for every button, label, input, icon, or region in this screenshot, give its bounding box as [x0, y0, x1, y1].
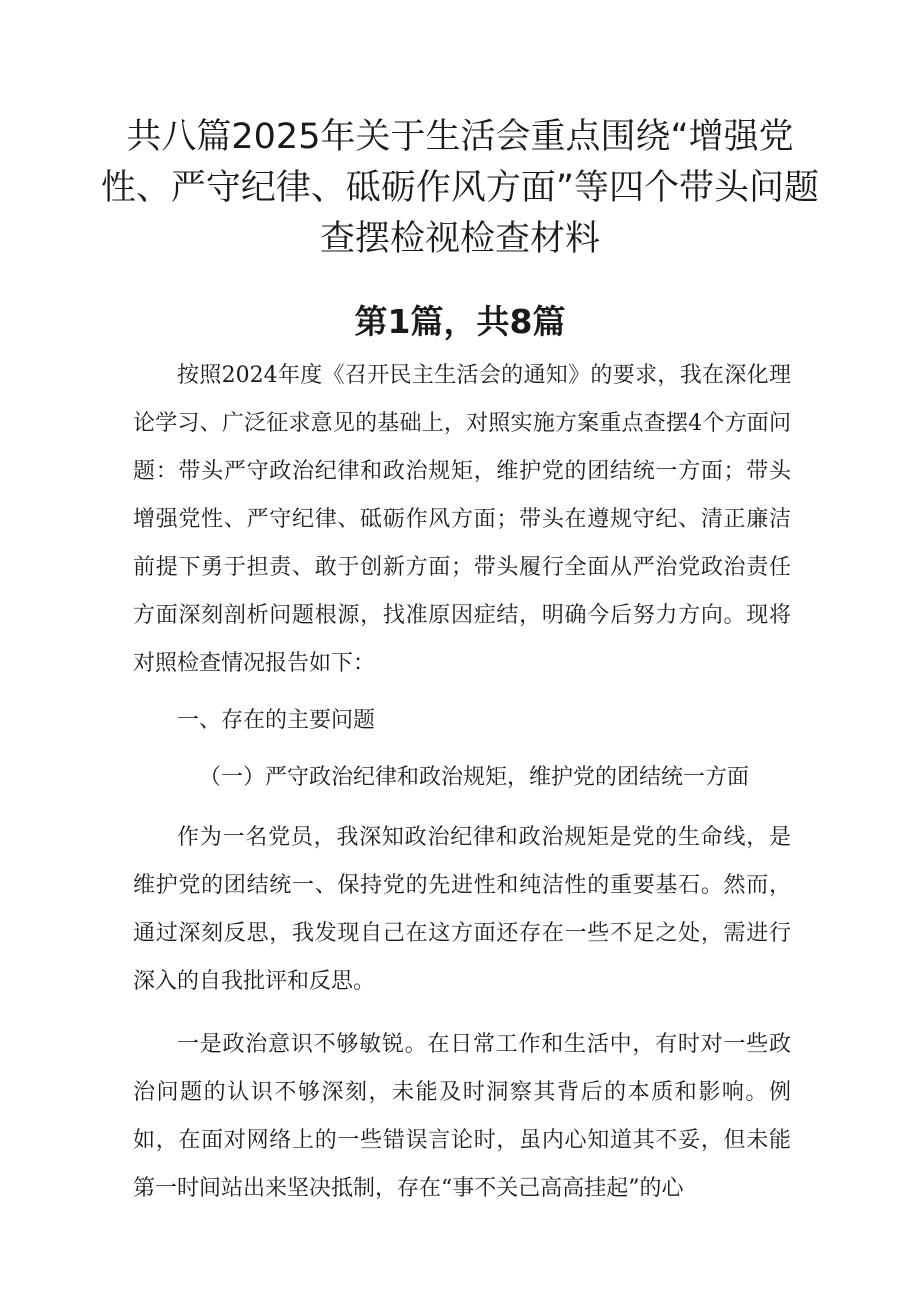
body-paragraph: 作为一名党员，我深知政治纪律和政治规矩是党的生命线，是维护党的团结统一、保持党的先进性和纯洁性的重要基石。然而，通过深刻反思，我发现自己在这方面还存在一些不足之处，需进行深入的自我批评和反思。 [133, 825, 791, 994]
subsection-heading-1: （一）严守政治纪律和政治规矩，维护党的团结统一方面 [199, 765, 750, 790]
intro-paragraph: 按照2024年度《召开民主生活会的通知》的要求，我在深化理论学习、广泛征求意见的基础上，对照实施方案重点查摆4个方面问题：带头严守政治纪律和政治规矩，维护党的团结统一方面；带头增强党性、严守纪律、砥砺作风方面；带头在遵规守纪、清正廉洁前提下勇于担责、敢于创新方面；带头履行全面从严治党政治责任方面深刻剖析问题根源，找准原因症结，明确今后努力方向。现将对照检查情况报告如下： [133, 363, 791, 676]
document-title: 共八篇2025年关于生活会重点围绕“增强党性、严守纪律、砥砺作风方面”等四个带头问题查摆检视检查材料 [100, 117, 820, 259]
part-heading: 第1篇，共8篇 [354, 302, 566, 341]
section-heading-problems: 一、存在的主要问题 [177, 708, 376, 733]
body-paragraph: 一是政治意识不够敏锐。在日常工作和生活中，有时对一些政治问题的认识不够深刻，未能及时洞察其背后的本质和影响。例如，在面对网络上的一些错误言论时，虽内心知道其不妥，但未能第一时间站出来坚决抵制，存在“事不关己高高挂起”的心 [133, 1032, 791, 1201]
document-body [133, 352, 791, 1213]
